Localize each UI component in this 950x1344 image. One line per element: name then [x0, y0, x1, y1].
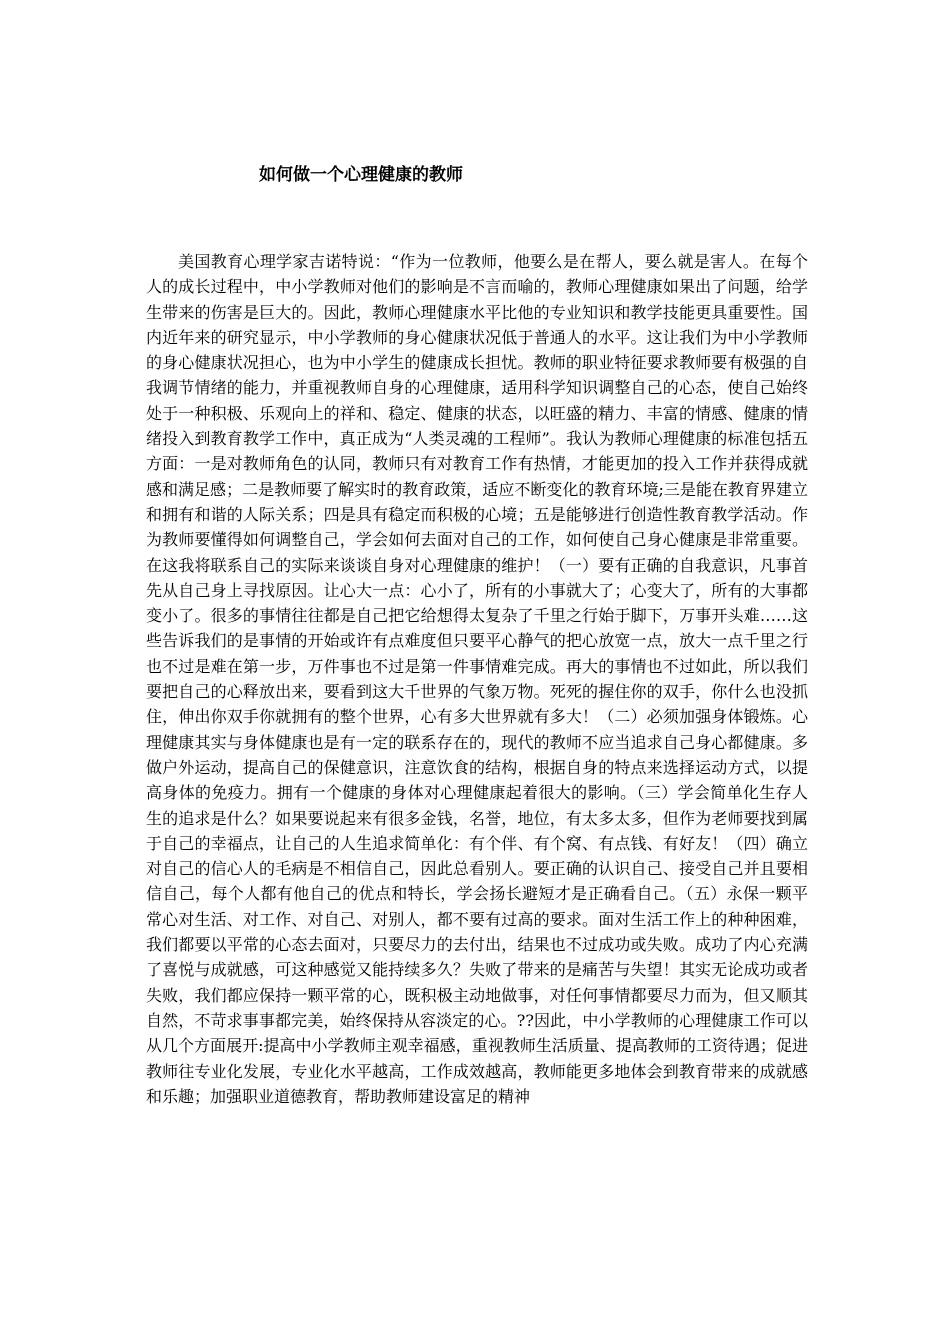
- document-title: 如何做一个心理健康的教师: [259, 165, 463, 185]
- document-body-paragraph: 美国教育心理学家吉诺特说：“作为一位教师，他要么是在帮人，要么就是害人。在每个人的成长过程中，中小学教师对他们的影响是不言而喻的，教师心理健康如果出了问题，给学生带来的伤害是巨大的。因此，教师心理健康水平比他的专业知识和教学技能更具重要性。国内近年来的研究显示，中小学教师的身心健康状况低于普通人的水平。这让我们为中小学教师的身心健康状况担心，也为中小学生的健康成长担忧。教师的职业特征要求教师要有极强的自我调节情绪的能力，并重视教师自身的心理健康，适用科学知识调整自己的心态，使自己始终处于一种积极、乐观向上的祥和、稳定、健康的状态，以旺盛的精力、丰富的情感、健康的情绪投入到教育教学工作中，真正成为“人类灵魂的工程师”。我认为教师心理健康的标准包括五方面：一是对教师角色的认同，教师只有对教育工作有热情，才能更加的投入工作并获得成就感和满足感；二是教师要了解实时的教育政策，适应不断变化的教育环境;三是能在教育界建立和拥有和谐的人际关系；四是具有稳定而积极的心境；五是能够进行创造性教育教学活动。作为教师要懂得如何调整自己，学会如何去面对自己的工作，如何使自己身心健康是非常重要。在这我将联系自己的实际来谈谈自身对心理健康的维护！（一）要有正确的自我意识，凡事首先从自己身上寻找原因。让心大一点：心小了，所有的小事就大了；心变大了，所有的大事都变小了。很多的事情往往都是自己把它给想得太复杂了千里之行始于脚下，万事开头难……这些告诉我们的是事情的开始或许有点难度但只要平心静气的把心放宽一点，放大一点千里之行也不过是难在第一步，万件事也不过是第一件事情难完成。再大的事情也不过如此，所以我们要把自己的心释放出来，要看到这大千世界的气象万物。死死的握住你的双手，你什么也没抓住，伸出你双手你就拥有的整个世界，心有多大世界就有多大！（二）必须加强身体锻炼。心理健康其实与身体健康也是有一定的联系存在的，现代的教师不应当追求自己身心都健康。多做户外运动，提高自己的保健意识，注意饮食的结构，根据自身的特点来选择运动方式，以提高身体的免疫力。拥有一个健康的身体对心理健康起着很大的影响。（三）学会简单化生存人生的追求是什么？如果要说起来有很多金钱，名誉，地位，有太多太多，但作为老师要找到属于自己的幸福点，让自己的人生追求简单化：有个伴、有个窝、有点钱、有好友！（四）确立对自己的信心人的毛病是不相信自己，因此总看别人。要正确的认识自己、接受自己并且要相信自己，每个人都有他自己的优点和特长，学会扬长避短才是正确看自己。（五）永保一颗平常心对生活、对工作、对自己、对别人，都不要有过高的要求。面对生活工作上的种种困难，我们都要以平常的心态去面对，只要尽力的去付出，结果也不过成功或失败。成功了内心充满了喜悦与成就感，可这种感觉又能持续多久？失败了带来的是痛苦与失望！其实无论成功或者失败，我们都应保持一颗平常的心，既积极主动地做事，对任何事情都要尽力而为，但又顺其自然，不苛求事事都完美，始终保持从容淡定的心。??因此，中小学教师的心理健康工作可以从几个方面展开:提高中小学教师主观幸福感，重视教师生活质量、提高教师的工资待遇；促进教师往专业化发展，专业化水平越高，工作成效越高，教师能更多地体会到教育带来的成就感和乐趣；加强职业道德教育，帮助教师建设富足的精神: [146, 252, 808, 1106]
